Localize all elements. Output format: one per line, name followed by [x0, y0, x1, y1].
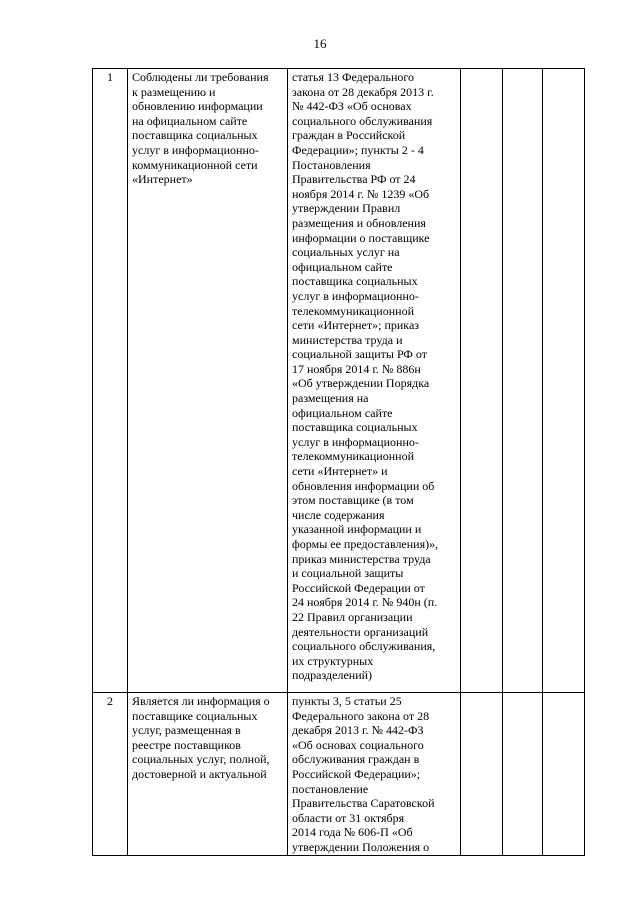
- row-number: 2: [93, 693, 128, 856]
- answer-cell-na: [543, 693, 585, 856]
- legal-basis-text: пункты 3, 5 статьи 25 Федерального закона от 28 декабря 2013 г. № 442-ФЗ «Об основах социального обслуживания граждан в Российской Федерации»; постановление Правительства Саратовской области от 31 октября 2014 года № 606-П «Об утверждении Положения о: [292, 694, 435, 854]
- answer-cell-no: [503, 69, 543, 693]
- legal-basis: [288, 69, 461, 693]
- answer-cell-yes: [461, 69, 503, 693]
- requirement-question-text: Является ли информация о поставщике социальных услуг, размещенная в реестре поставщиков социальных услуг, полной, достоверной и актуальной: [132, 694, 270, 781]
- table-row: [93, 69, 585, 693]
- answer-cell-yes: [461, 693, 503, 856]
- checklist-table: [92, 68, 585, 856]
- requirement-question-text: Соблюдены ли требования к размещению и обновлению информации на официальном сайте поставщика социальных услуг в информационно- коммуникационной сети «Интернет»: [132, 70, 269, 187]
- page-number: 16: [313, 36, 327, 51]
- table-row: [93, 693, 585, 856]
- row-number: 1: [93, 69, 128, 693]
- requirement-question: [128, 69, 288, 693]
- requirement-question: [128, 693, 288, 856]
- answer-cell-no: [503, 693, 543, 856]
- answer-cell-na: [543, 69, 585, 693]
- legal-basis-text: статья 13 Федерального закона от 28 декабря 2013 г. № 442-ФЗ «Об основах социального обслуживания граждан в Российской Федерации»; пункты 2 - 4 Постановления Правительства РФ от 24 ноября 2014 г. № 1239 «Об утверждении Правил размещения и обновления информации о поставщике социальных услуг на официальном сайте поставщика социальных услуг в информационно- телекоммуникационной сети «Интернет»; приказ министерства труда и социальной защиты РФ от 17 ноября 2014 г. № 886н «Об утверждении Порядка размещения на официальном сайте поставщика социальных услуг в информационно- телекоммуникационной сети «Интернет» и обновления информации об этом поставщике (в том числе содержания указанной информации и формы ее предоставления)», приказ министерства труда и социальной защиты Российской Федерации от 24 ноября 2014 г. № 940н (п. 22 Правил организации деятельности организаций социального обслуживания, их структурных подразделений): [292, 70, 439, 683]
- legal-basis: [288, 693, 461, 856]
